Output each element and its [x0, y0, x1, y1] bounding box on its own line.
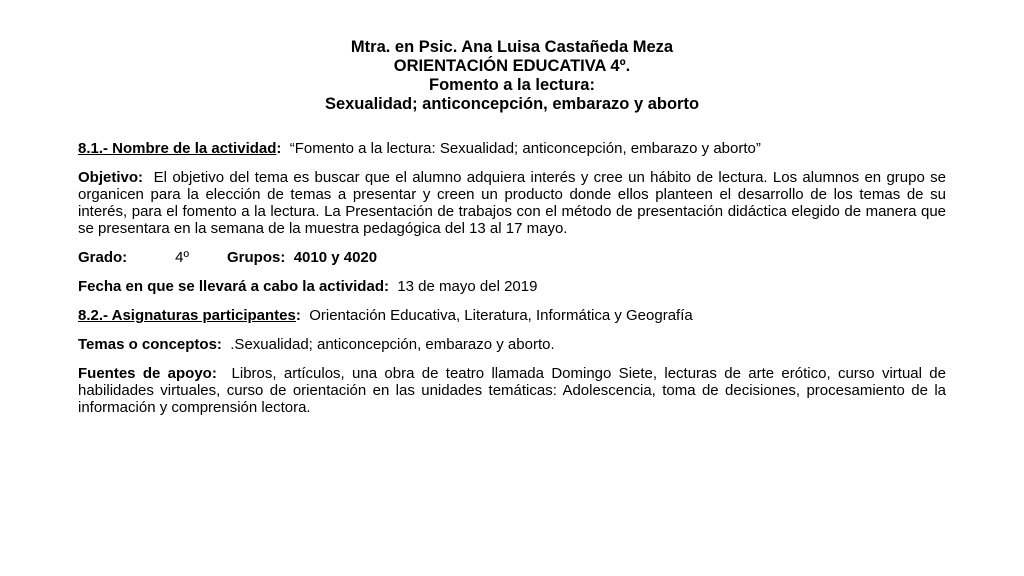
grade-value: 4º — [175, 249, 189, 266]
date-colon: : — [383, 278, 389, 295]
activity-name-label: 8.1.- Nombre de la actividad — [78, 140, 277, 157]
author-name: Mtra. en Psic. Ana Luisa Castañeda Meza — [350, 38, 674, 56]
document-header — [0, 38, 1024, 114]
topics-row — [78, 336, 946, 353]
topics-value: .Sexualidad; anticoncepción, embarazo y aborto. — [230, 336, 555, 353]
subjects-value: Orientación Educativa, Literatura, Informática y Geografía — [309, 307, 693, 324]
objective-row — [78, 169, 946, 237]
activity-name-value: “Fomento a la lectura: Sexualidad; anticoncepción, embarazo y aborto” — [289, 140, 761, 157]
sources-row — [78, 365, 946, 416]
groups-value: 4010 y 4020 — [293, 249, 378, 266]
activity-name-row — [78, 140, 946, 157]
subjects-colon: : — [295, 307, 301, 324]
topics-label: Temas o conceptos: — [78, 336, 222, 353]
date-row — [78, 278, 946, 295]
date-value: 13 de mayo del 2019 — [397, 278, 538, 295]
activity-subheading: Sexualidad; anticoncepción, embarazo y aborto — [324, 95, 700, 113]
grade-row — [78, 249, 946, 266]
activity-name-colon: : — [276, 140, 282, 157]
course-title: ORIENTACIÓN EDUCATIVA 4º. — [393, 57, 631, 75]
sources-label: Fuentes de apoyo: — [78, 365, 217, 382]
document-body — [78, 140, 946, 428]
objective-text: El objetivo del tema es buscar que el alumno adquiera interés y cree un hábito de lectura. Los alumnos en grupo se organicen para la elección de temas a presentar y creen un producto donde ellos planteen el desarrollo de los temas de su interés, para el fomento a la lectura. La Presentación de trabajos con el método de presentación didáctica elegido de manera que se presentara en la semana de la muestra pedagógica del 13 al 17 mayo. — [78, 169, 946, 237]
groups-label: Grupos: — [227, 249, 286, 266]
objective-label: Objetivo: — [78, 169, 144, 186]
date-label: Fecha en que se llevará a cabo la actividad — [78, 278, 384, 295]
subjects-row — [78, 307, 946, 324]
activity-heading: Fomento a la lectura: — [429, 76, 595, 94]
grade-label: Grado: — [78, 249, 128, 266]
sources-text: Libros, artículos, una obra de teatro llamada Domingo Siete, lecturas de arte erótico, curso virtual de habilidades virtuales, curso de orientación en las unidades temáticas: Adolescencia, toma de decisiones, procesamiento de la información y comprensión lectora. — [78, 365, 946, 416]
subjects-label: 8.2.- Asignaturas participantes — [78, 307, 296, 324]
